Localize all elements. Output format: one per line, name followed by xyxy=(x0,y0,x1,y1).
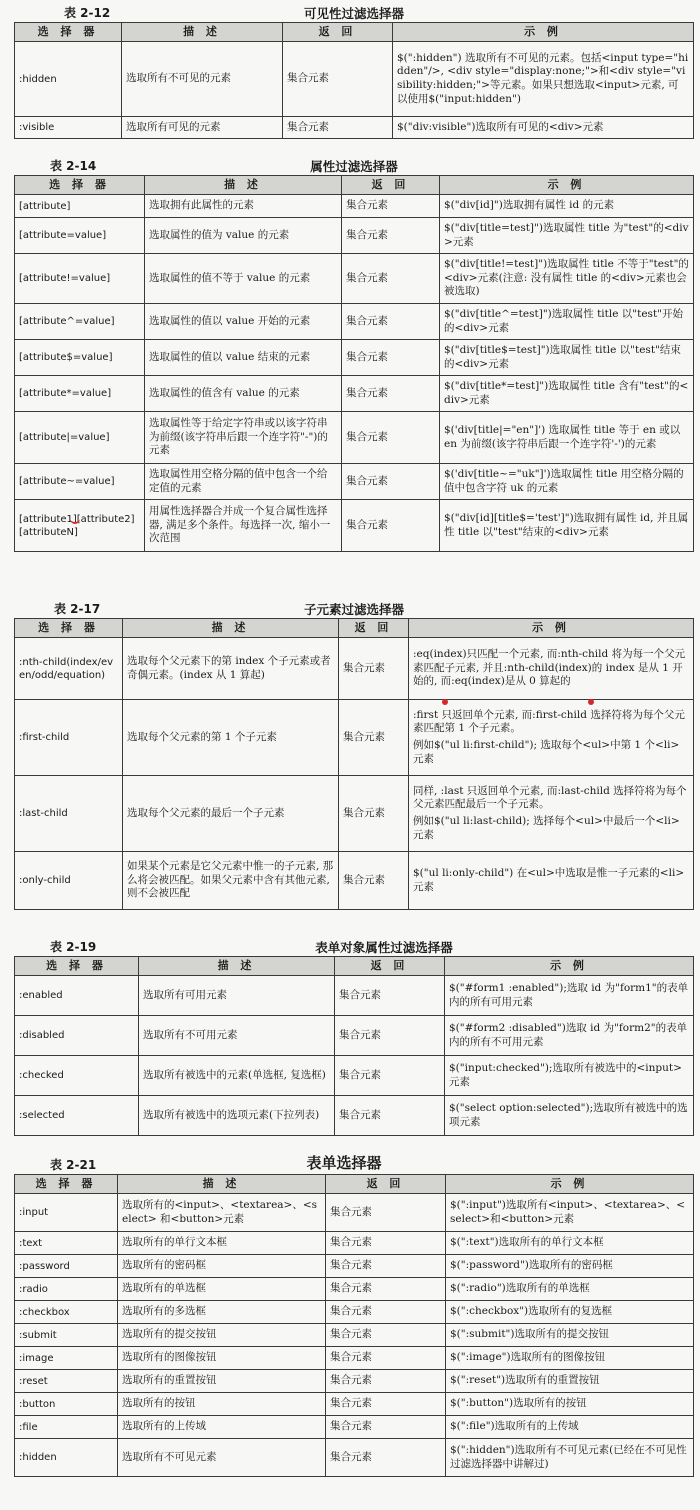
example-cell: $(":submit")选取所有的提交按钮 xyxy=(446,1324,694,1347)
table-row xyxy=(15,42,694,117)
example-cell: $(":file")选取所有的上传域 xyxy=(446,1416,694,1439)
returns-cell: 集合元素 xyxy=(335,1056,445,1096)
header-description: 描 述 xyxy=(122,23,283,42)
table-2-12-section xyxy=(14,2,694,139)
header-selector: 选 择 器 xyxy=(15,619,123,638)
description-cell: 如果某个元素是它父元素中惟一的子元素, 那么将会被匹配。如果父元素中含有其他元素, 则不会被匹配 xyxy=(123,852,339,910)
table-row xyxy=(15,1347,694,1370)
table-2-21-section xyxy=(14,1152,694,1477)
table-caption xyxy=(14,598,694,618)
table-caption xyxy=(14,1152,694,1174)
header-description: 描 述 xyxy=(123,619,339,638)
selector-cell: :visible xyxy=(15,117,122,139)
table-title: 表单对象属性过滤选择器 xyxy=(315,940,453,955)
description-cell: 选取所有不可见元素 xyxy=(118,1439,326,1477)
example-text: :first 只返回单个元素, 而:first-child 选择符将为每个父元素匹配第 1 个子元素。 xyxy=(413,708,685,735)
table-row xyxy=(15,1255,694,1278)
example-cell: $("div[title$=test]")选取属性 title 以"test"结束的<div>元素 xyxy=(440,340,694,376)
returns-cell: 集合元素 xyxy=(339,776,409,852)
description-cell: 选取每个父元素下的第 index 个子元素或者奇偶元素。(index 从 1 算起) xyxy=(123,638,339,700)
selector-cell: [attribute1][attribute2][attributeN] xyxy=(15,500,145,552)
table-row xyxy=(15,700,694,776)
table-2-14-section xyxy=(14,155,694,552)
table-row xyxy=(15,1056,694,1096)
returns-cell: 集合元素 xyxy=(283,42,393,117)
table-header-row xyxy=(15,23,694,42)
description-cell: 选取所有不可用元素 xyxy=(139,1016,335,1056)
returns-cell: 集合元素 xyxy=(342,412,440,464)
returns-cell: 集合元素 xyxy=(342,340,440,376)
returns-cell: 集合元素 xyxy=(326,1393,446,1416)
header-returns: 返 回 xyxy=(339,619,409,638)
table-row xyxy=(15,1096,694,1136)
example-cell xyxy=(409,776,694,852)
table-header-row xyxy=(15,1175,694,1194)
returns-cell: 集合元素 xyxy=(342,304,440,340)
selector-cell: :last-child xyxy=(15,776,123,852)
table-number: 表 2-21 xyxy=(50,1158,97,1172)
description-cell: 选取属性的值以 value 开始的元素 xyxy=(145,304,342,340)
example-cell: $('div[title~="uk"]')选取属性 title 用空格分隔的值中包含字符 uk 的元素 xyxy=(440,464,694,500)
header-returns: 返 回 xyxy=(283,23,393,42)
table-row xyxy=(15,976,694,1016)
selector-cell: :checkbox xyxy=(15,1301,118,1324)
table-row xyxy=(15,500,694,552)
description-cell: 选取所有的密码框 xyxy=(118,1255,326,1278)
description-cell: 用属性选择器合并成一个复合属性选择器, 满足多个条件。每选择一次, 缩小一次范围 xyxy=(145,500,342,552)
header-example: 示 例 xyxy=(446,1175,694,1194)
returns-cell: 集合元素 xyxy=(283,117,393,139)
description-cell: 选取所有被选中的元素(单选框, 复选框) xyxy=(139,1056,335,1096)
selector-cell: :submit xyxy=(15,1324,118,1347)
table-title: 子元素过滤选择器 xyxy=(303,602,404,617)
description-cell: 选取拥有此属性的元素 xyxy=(145,195,342,218)
returns-cell: 集合元素 xyxy=(326,1232,446,1255)
selector-cell: [attribute^=value] xyxy=(15,304,145,340)
table-row xyxy=(15,412,694,464)
returns-cell: 集合元素 xyxy=(326,1416,446,1439)
table-caption xyxy=(14,936,694,956)
description-cell: 选取所有的单选框 xyxy=(118,1278,326,1301)
returns-cell: 集合元素 xyxy=(326,1278,446,1301)
description-cell: 选取所有被选中的选项元素(下拉列表) xyxy=(139,1096,335,1136)
example-cell xyxy=(409,700,694,776)
returns-cell: 集合元素 xyxy=(335,1016,445,1056)
returns-cell: 集合元素 xyxy=(342,376,440,412)
selector-cell: :image xyxy=(15,1347,118,1370)
table-row xyxy=(15,117,694,139)
example-cell: $(":hidden")选取所有不可见元素(已经在不可见性过滤选择器中讲解过) xyxy=(446,1439,694,1477)
example-cell: $(":text")选取所有的单行文本框 xyxy=(446,1232,694,1255)
table-title: 表单选择器 xyxy=(306,1154,382,1172)
returns-cell: 集合元素 xyxy=(326,1370,446,1393)
returns-cell: 集合元素 xyxy=(339,700,409,776)
returns-cell: 集合元素 xyxy=(342,218,440,254)
table-row xyxy=(15,852,694,910)
description-cell: 选取所有可用元素 xyxy=(139,976,335,1016)
example-cell: $(":reset")选取所有的重置按钮 xyxy=(446,1370,694,1393)
selector-cell: [attribute=value] xyxy=(15,218,145,254)
selector-cell: [attribute|=value] xyxy=(15,412,145,464)
description-cell: 选取属性的值为 value 的元素 xyxy=(145,218,342,254)
example-cell: $('div[title|="en"]') 选取属性 title 等于 en 或以 en 为前缀(该字符串后跟一个连字符'-')的元素 xyxy=(440,412,694,464)
header-returns: 返 回 xyxy=(326,1175,446,1194)
table-row xyxy=(15,1324,694,1347)
table-row xyxy=(15,638,694,700)
description-cell: 选取属性等于给定字符串或以该字符串为前缀(该字符串后跟一个连字符"-")的元素 xyxy=(145,412,342,464)
description-cell: 选取属性的值不等于 value 的元素 xyxy=(145,254,342,304)
selector-cell: [attribute*=value] xyxy=(15,376,145,412)
returns-cell: 集合元素 xyxy=(335,976,445,1016)
selector-cell: :radio xyxy=(15,1278,118,1301)
returns-cell: 集合元素 xyxy=(326,1439,446,1477)
example-cell: $("div[id][title$='test']")选取拥有属性 id, 并且属性 title 以"test"结束的<div>元素 xyxy=(440,500,694,552)
table-2-17-section xyxy=(14,598,694,910)
description-cell: 选取所有的单行文本框 xyxy=(118,1232,326,1255)
table-row xyxy=(15,1439,694,1477)
returns-cell: 集合元素 xyxy=(326,1324,446,1347)
table-row xyxy=(15,464,694,500)
header-selector: 选 择 器 xyxy=(15,176,145,195)
example-cell: $(":radio")选取所有的单选框 xyxy=(446,1278,694,1301)
returns-cell: 集合元素 xyxy=(339,852,409,910)
example-cell: $(":hidden") 选取所有不可见的元素。包括<input type="hidden"/>, <div style="display:none;">和<div style="visibility:hidden;">等元素。如果只想选取<input>元素, 可以使用$("input:hidden") xyxy=(393,42,694,117)
table-row xyxy=(15,1393,694,1416)
header-example: 示 例 xyxy=(440,176,694,195)
red-dot-mark xyxy=(442,699,448,705)
table-number: 表 2-12 xyxy=(64,6,111,20)
header-selector: 选 择 器 xyxy=(15,957,139,976)
returns-cell: 集合元素 xyxy=(342,500,440,552)
table-caption xyxy=(14,155,694,175)
table-2-19 xyxy=(14,956,694,1136)
table-header-row xyxy=(15,619,694,638)
description-cell: 选取所有的多选框 xyxy=(118,1301,326,1324)
header-returns: 返 回 xyxy=(342,176,440,195)
returns-cell: 集合元素 xyxy=(335,1096,445,1136)
returns-cell: 集合元素 xyxy=(326,1301,446,1324)
table-2-14 xyxy=(14,175,694,552)
table-row xyxy=(15,195,694,218)
example-cell: $(":password")选取所有的密码框 xyxy=(446,1255,694,1278)
example-cell: $("div:visible")选取所有可见的<div>元素 xyxy=(393,117,694,139)
example-cell: $("input:checked");选取所有被选中的<input>元素 xyxy=(445,1056,694,1096)
header-example: 示 例 xyxy=(445,957,694,976)
example-cell: $("select option:selected");选取所有被选中的选项元素 xyxy=(445,1096,694,1136)
returns-cell: 集合元素 xyxy=(342,464,440,500)
example-cell: $("#form1 :enabled");选取 id 为"form1"的表单内的所有可用元素 xyxy=(445,976,694,1016)
example-cell: $(":image")选取所有的图像按钮 xyxy=(446,1347,694,1370)
table-row xyxy=(15,1232,694,1255)
returns-cell: 集合元素 xyxy=(326,1347,446,1370)
table-row xyxy=(15,218,694,254)
table-number: 表 2-17 xyxy=(54,602,101,616)
description-cell: 选取所有的重置按钮 xyxy=(118,1370,326,1393)
selector-cell: :hidden xyxy=(15,1439,118,1477)
description-cell: 选取属性的值以 value 结束的元素 xyxy=(145,340,342,376)
selector-cell: :disabled xyxy=(15,1016,139,1056)
header-description: 描 述 xyxy=(145,176,342,195)
description-cell: 选取每个父元素的第 1 个子元素 xyxy=(123,700,339,776)
selector-cell: :selected xyxy=(15,1096,139,1136)
table-title: 可见性过滤选择器 xyxy=(303,6,404,21)
table-number: 表 2-19 xyxy=(50,940,97,954)
description-cell: 选取所有可见的元素 xyxy=(122,117,283,139)
description-cell: 选取所有的提交按钮 xyxy=(118,1324,326,1347)
selector-cell: :reset xyxy=(15,1370,118,1393)
example-text-secondary: 例如$("ul li:last-child); 选择每个<ul>中最后一个<li>元素 xyxy=(413,815,680,841)
example-cell: $("#form2 :disabled")选取 id 为"form2"的表单内的所有不可用元素 xyxy=(445,1016,694,1056)
selector-cell: :button xyxy=(15,1393,118,1416)
description-cell: 选取所有不可见的元素 xyxy=(122,42,283,117)
selector-cell: :input xyxy=(15,1194,118,1232)
returns-cell: 集合元素 xyxy=(326,1194,446,1232)
example-cell: $("div[title*=test]")选取属性 title 含有"test"的<div>元素 xyxy=(440,376,694,412)
example-cell: $("div[title!=test]")选取属性 title 不等于"test"的<div>元素(注意: 没有属性 title 的<div>元素也会被选取) xyxy=(440,254,694,304)
table-row xyxy=(15,1278,694,1301)
table-row xyxy=(15,376,694,412)
selector-cell: :only-child xyxy=(15,852,123,910)
header-returns: 返 回 xyxy=(335,957,445,976)
table-row xyxy=(15,1194,694,1232)
table-caption xyxy=(14,2,694,22)
description-cell: 选取所有的<input>、<textarea>、<select> 和<button>元素 xyxy=(118,1194,326,1232)
table-row xyxy=(15,1301,694,1324)
table-2-19-section xyxy=(14,936,694,1136)
description-cell: 选取所有的图像按钮 xyxy=(118,1347,326,1370)
returns-cell: 集合元素 xyxy=(326,1255,446,1278)
table-number: 表 2-14 xyxy=(50,159,97,173)
selector-cell: [attribute~=value] xyxy=(15,464,145,500)
example-cell: :eq(index)只匹配一个元素, 而:nth-child 将为每一个父元素匹配子元素, 并且:nth-child(index)的 index 是从 1 开始的, 而:eq(index)是从 0 算起的 xyxy=(409,638,694,700)
selector-cell: :password xyxy=(15,1255,118,1278)
table-header-row xyxy=(15,176,694,195)
returns-cell: 集合元素 xyxy=(342,195,440,218)
header-example: 示 例 xyxy=(393,23,694,42)
table-2-12 xyxy=(14,22,694,139)
description-cell: 选取每个父元素的最后一个子元素 xyxy=(123,776,339,852)
table-row xyxy=(15,1416,694,1439)
selector-cell: :text xyxy=(15,1232,118,1255)
selector-cell: :file xyxy=(15,1416,118,1439)
example-cell: $(":button")选取所有的按钮 xyxy=(446,1393,694,1416)
table-row xyxy=(15,304,694,340)
example-cell: $("div[title=test]")选取属性 title 为"test"的<div>元素 xyxy=(440,218,694,254)
selector-cell: [attribute!=value] xyxy=(15,254,145,304)
description-cell: 选取所有的上传域 xyxy=(118,1416,326,1439)
selector-cell: [attribute$=value] xyxy=(15,340,145,376)
example-text: 同样, :last 只返回单个元素, 而:last-child 选择符将为每个父元素匹配最后一个子元素。 xyxy=(413,784,687,811)
table-title: 属性过滤选择器 xyxy=(310,159,398,174)
table-row xyxy=(15,1016,694,1056)
table-row xyxy=(15,254,694,304)
example-cell: $("div[id]")选取拥有属性 id 的元素 xyxy=(440,195,694,218)
example-cell: $("div[title^=test]")选取属性 title 以"test"开始的<div>元素 xyxy=(440,304,694,340)
description-cell: 选取所有的按钮 xyxy=(118,1393,326,1416)
returns-cell: 集合元素 xyxy=(339,638,409,700)
selector-cell: :enabled xyxy=(15,976,139,1016)
selector-cell: :first-child xyxy=(15,700,123,776)
example-cell: $(":input")选取所有<input>、<textarea>、<select>和<button>元素 xyxy=(446,1194,694,1232)
selector-cell: :checked xyxy=(15,1056,139,1096)
description-cell: 选取属性用空格分隔的值中包含一个给定值的元素 xyxy=(145,464,342,500)
example-cell: $("ul li:only-child") 在<ul>中选取是惟一子元素的<li>元素 xyxy=(409,852,694,910)
selector-cell: :nth-child(index/even/odd/equation) xyxy=(15,638,123,700)
table-row xyxy=(15,340,694,376)
example-cell: $(":checkbox")选取所有的复选框 xyxy=(446,1301,694,1324)
table-row xyxy=(15,1370,694,1393)
table-header-row xyxy=(15,957,694,976)
table-2-17 xyxy=(14,618,694,910)
header-description: 描 述 xyxy=(118,1175,326,1194)
table-row xyxy=(15,776,694,852)
header-selector: 选 择 器 xyxy=(15,1175,118,1194)
description-cell: 选取属性的值含有 value 的元素 xyxy=(145,376,342,412)
header-selector: 选 择 器 xyxy=(15,23,122,42)
example-text-secondary: 例如$("ul li:first-child"); 选取每个<ul>中第 1 个<li>元素 xyxy=(413,739,680,765)
header-description: 描 述 xyxy=(139,957,335,976)
header-example: 示 例 xyxy=(409,619,694,638)
selector-cell: [attribute] xyxy=(15,195,145,218)
selector-cell: :hidden xyxy=(15,42,122,117)
returns-cell: 集合元素 xyxy=(342,254,440,304)
table-2-21 xyxy=(14,1174,694,1477)
red-dot-mark xyxy=(588,699,594,705)
